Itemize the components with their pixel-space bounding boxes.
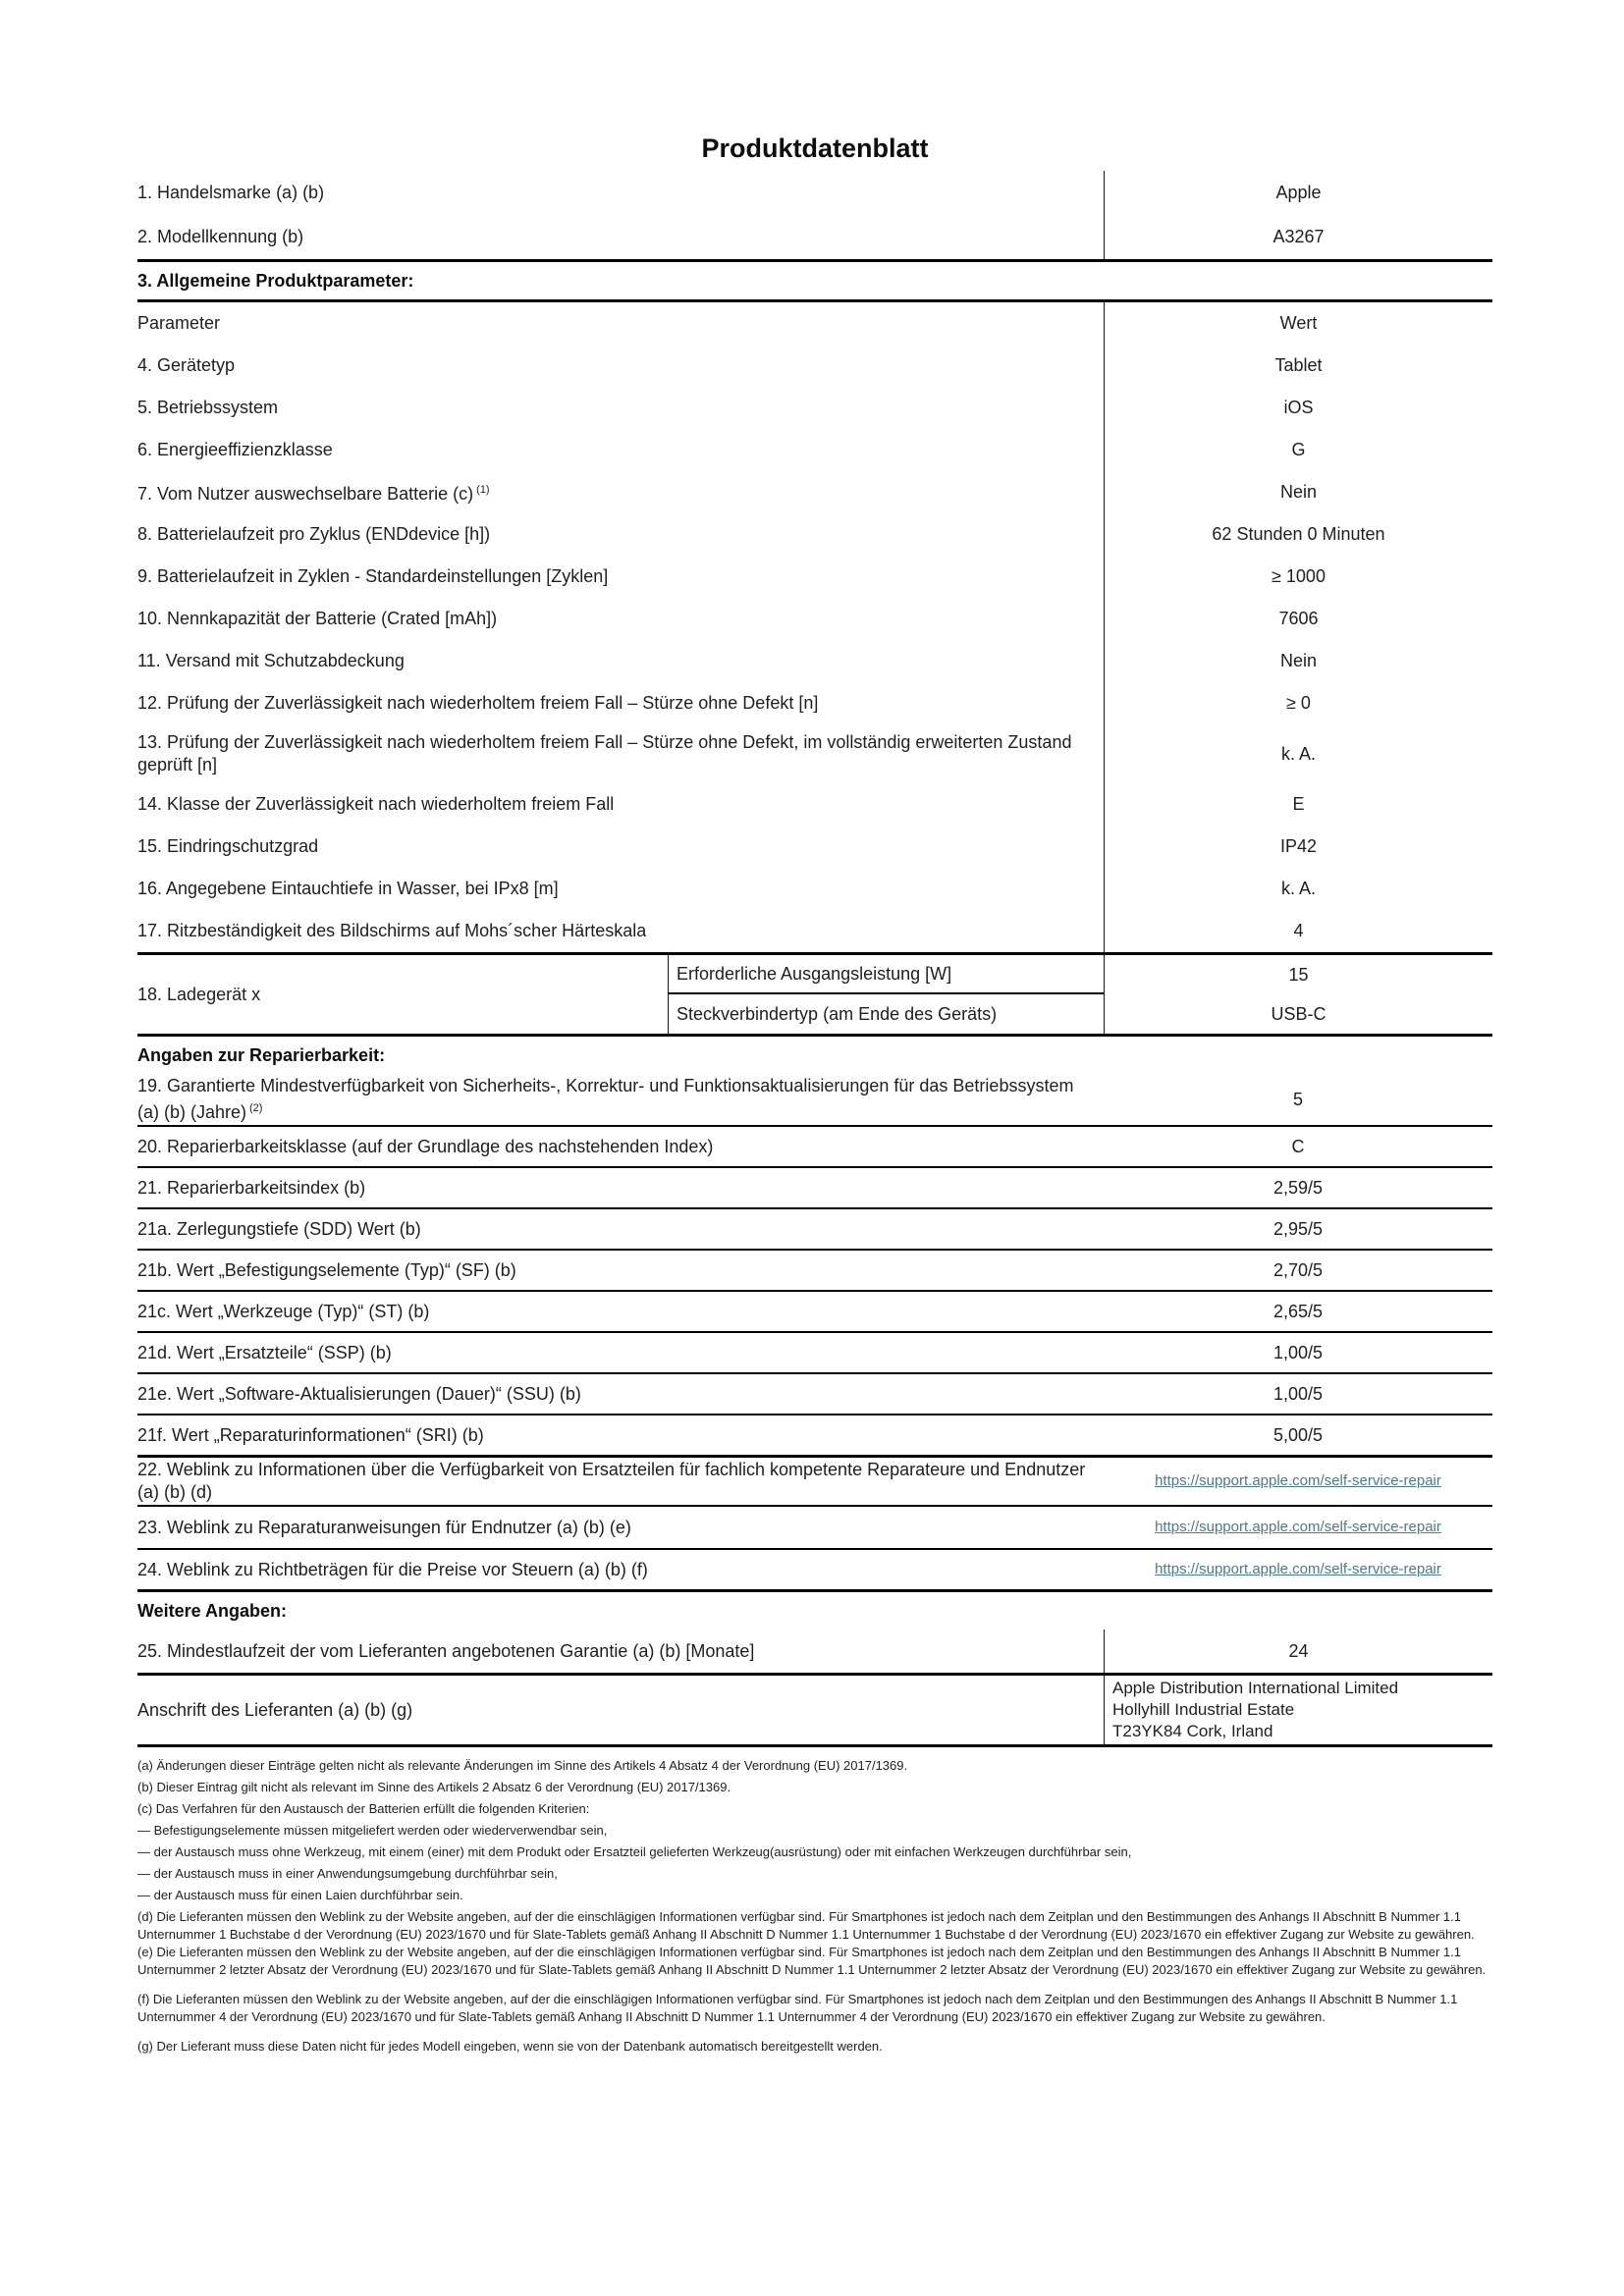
footnote-b: (b) Dieser Eintrag gilt nicht als relevant im Sinne des Artikels 2 Absatz 6 der Verordnung (EU) 2017/1369. [137, 1780, 731, 1794]
row-label: 13. Prüfung der Zuverlässigkeit nach wiederholtem freiem Fall – Stürze ohne Defekt, im vollständig erweiterten Zustand geprüft [n] [137, 732, 1072, 774]
row-value: 4 [1104, 910, 1492, 952]
table-row [137, 1251, 1492, 1290]
column-header-parameter: Parameter [137, 313, 221, 333]
row-value: 7606 [1104, 598, 1492, 640]
row-value: 24 [1104, 1629, 1492, 1673]
row-label: 9. Batterielaufzeit in Zyklen - Standardeinstellungen [Zyklen] [137, 566, 609, 586]
row-label: 21f. Wert „Reparaturinformationen“ (SRI) (b) [137, 1424, 484, 1445]
row-value: 2,95/5 [1272, 1218, 1324, 1239]
row-label: 21b. Wert „Befestigungselemente (Typ)“ (SF) (b) [137, 1259, 516, 1280]
table-row [137, 826, 1492, 868]
row-value [1104, 1507, 1492, 1548]
table-row [137, 1333, 1492, 1372]
table-row [668, 955, 1492, 994]
row-label: 8. Batterielaufzeit pro Zyklus (ENDdevice [h]) [137, 524, 491, 544]
footnote-c-criterion: — der Austausch muss in einer Anwendungsumgebung durchführbar sein, [137, 1866, 558, 1881]
subrow-value: 15 [1104, 955, 1492, 994]
footnote-superscript: (1) [476, 484, 490, 496]
support-link[interactable]: https://support.apple.com/self-service-repair [1155, 1561, 1441, 1577]
table-row [137, 1374, 1492, 1414]
general-parameters-table [137, 302, 1492, 952]
row-label: 11. Versand mit Schutzabdeckung [137, 651, 405, 670]
footnote-e: (e) Die Lieferanten müssen den Weblink zu der Website angeben, auf der die einschlägigen Informationen verfügbar sind. Für Smartphones ist jedoch nach dem Zeitplan und den Bestimmungen des Anhangs II Abschnitt B Nummer 1.1 Unternummer 2 letzter Absatz der Verordnung (EU) 2023/1670 und für Slate-Tablets gemäß Anhang II Abschnitt D Nummer 1.1 Unternummer 2 letzter Absatz der Verordnung (EU) 2023/1670 ein effektiver Zugang zur Website zu gewähren. [137, 1945, 1487, 1977]
footnote-f: (f) Die Lieferanten müssen den Weblink zu der Website angeben, auf der die einschlägigen Informationen verfügbar sind. Für Smartphones ist jedoch nach dem Zeitplan und den Bestimmungen des Anhangs II Abschnitt B Nummer 1.1 Unternummer 4 der Verordnung (EU) 2023/1670 und für Slate-Tablets gemäß Anhang II Abschnitt D Nummer 1.1 Unternummer 4 der Verordnung (EU) 2023/1670 ein effektiver Zugang zur Website zu gewähren. [137, 1992, 1458, 2024]
row-label: 19. Garantierte Mindestverfügbarkeit von Sicherheits-, Korrektur- und Funktionsaktualisierungen für das Betriebssystem (a) (b) (Jahre) $^{(2)}$ [137, 1076, 1074, 1122]
row-value: 5 [1292, 1089, 1303, 1109]
row-label: 17. Ritzbeständigkeit des Bildschirms auf Mohs´scher Härteskala [137, 921, 647, 940]
row-value: 62 Stunden 0 Minuten [1104, 513, 1492, 556]
row-value: Tablet [1104, 345, 1492, 387]
support-link[interactable]: https://support.apple.com/self-service-repair [1155, 1519, 1441, 1535]
row-label: 14. Klasse der Zuverlässigkeit nach wiederholtem freiem Fall [137, 794, 615, 814]
row-value: Nein [1104, 640, 1492, 682]
row-label: 18. Ladegerät x [137, 984, 261, 1004]
footnote-d: (d) Die Lieferanten müssen den Weblink zu der Website angeben, auf der die einschlägigen Informationen verfügbar sind. Für Smartphones ist jedoch nach dem Zeitplan und den Bestimmungen des Anhangs II Abschnitt B Nummer 1.1 Unternummer 1 Buchstabe d der Verordnung (EU) 2023/1670 und für Slate-Tablets gemäß Anhang II Abschnitt D Nummer 1.1 Unternummer 1 Buchstabe d der Verordnung (EU) 2023/1670 ein effektiver Zugang zur Website zu gewähren. [137, 1909, 1475, 1942]
support-link[interactable]: https://support.apple.com/self-service-repair [1155, 1472, 1441, 1489]
subrow-label: Erforderliche Ausgangsleistung [W] [668, 955, 1104, 994]
table-row [137, 640, 1492, 682]
charger-table [137, 955, 1492, 1034]
supplier-address-line: Apple Distribution International Limited [1112, 1679, 1399, 1697]
table-row [137, 910, 1492, 952]
row-label: 21d. Wert „Ersatzteile“ (SSP) (b) [137, 1342, 392, 1362]
row-label: 21c. Wert „Werkzeuge (Typ)“ (ST) (b) [137, 1301, 430, 1321]
identification-table [137, 171, 1492, 259]
row-label: 2. Modellkennung (b) [137, 227, 304, 246]
row-value: 2,70/5 [1272, 1259, 1324, 1280]
row-label: 22. Weblink zu Informationen über die Verfügbarkeit von Ersatzteilen für fachlich kompetente Reparateure und Endnutzer (a) (b) (d) [137, 1460, 1086, 1502]
row-value: A3267 [1104, 215, 1492, 259]
footnote-c-criterion: — der Austausch muss ohne Werkzeug, mit einem (einer) mit dem Produkt oder Ersatzteil gelieferten Werkzeug(ausrüstung) oder mit einfachen Werkzeugen durchführbar sein, [137, 1844, 1132, 1859]
row-label: 10. Nennkapazität der Batterie (Crated [mAh]) [137, 609, 498, 628]
table-row [137, 1629, 1492, 1673]
table-row [137, 429, 1492, 471]
row-value: Nein [1104, 471, 1492, 513]
row-value [1104, 1550, 1492, 1589]
row-value: 2,65/5 [1272, 1301, 1324, 1321]
row-label: 1. Handelsmarke (a) (b) [137, 183, 325, 202]
row-value: 1,00/5 [1272, 1383, 1324, 1404]
row-label: 5. Betriebssystem [137, 398, 279, 417]
table-row [137, 171, 1492, 215]
subrow-label: Steckverbindertyp (am Ende des Geräts) [668, 994, 1104, 1034]
table-row [137, 868, 1492, 910]
row-label: 21. Reparierbarkeitsindex (b) [137, 1177, 366, 1198]
row-value: 5,00/5 [1272, 1424, 1324, 1445]
row-label: 20. Reparierbarkeitsklasse (auf der Grundlage des nachstehenden Index) [137, 1136, 714, 1156]
row-value: IP42 [1104, 826, 1492, 868]
row-value: G [1104, 429, 1492, 471]
row-value: ≥ 0 [1104, 682, 1492, 724]
footnote-c-criterion: — der Austausch muss für einen Laien durchführbar sein. [137, 1888, 463, 1902]
supplier-address-line: Hollyhill Industrial Estate [1112, 1700, 1295, 1719]
page-title: Produktdatenblatt [701, 133, 929, 163]
row-label: 23. Weblink zu Reparaturanweisungen für Endnutzer (a) (b) (e) [137, 1517, 631, 1537]
table-row [137, 724, 1492, 783]
table-row [137, 345, 1492, 387]
row-label: 15. Eindringschutzgrad [137, 836, 319, 856]
row-value: E [1104, 783, 1492, 826]
row-label: Anschrift des Lieferanten (a) (b) (g) [137, 1699, 413, 1720]
row-value: k. A. [1104, 868, 1492, 910]
row-label: 6. Energieeffizienzklasse [137, 440, 333, 459]
column-header-wert: Wert [1104, 302, 1492, 345]
table-row [137, 1127, 1492, 1166]
footnote-c-criterion: — Befestigungselemente müssen mitgeliefert werden oder wiederverwendbar sein, [137, 1823, 608, 1838]
supplier-address [1104, 1676, 1492, 1744]
row-value: 2,59/5 [1272, 1177, 1324, 1198]
row-value: 1,00/5 [1272, 1342, 1324, 1362]
row-label: 21a. Zerlegungstiefe (SDD) Wert (b) [137, 1218, 421, 1239]
table-row [137, 1458, 1492, 1505]
footnote-g: (g) Der Lieferant muss diese Daten nicht für jedes Modell eingeben, wenn sie von der Datenbank automatisch bereitgestellt werden. [137, 2039, 883, 2054]
table-row [137, 471, 1492, 513]
table-row [137, 1074, 1492, 1125]
row-label: 7. Vom Nutzer auswechselbare Batterie (c) $^{(1)}$ [137, 484, 490, 504]
table-row [137, 1676, 1492, 1744]
section-heading-more: Weitere Angaben: [137, 1600, 288, 1621]
footnote-superscript: (2) [249, 1102, 263, 1114]
row-label: 16. Angegebene Eintauchtiefe in Wasser, bei IPx8 [m] [137, 879, 559, 898]
table-row [668, 994, 1492, 1034]
table-row [137, 1209, 1492, 1249]
row-label: 21e. Wert „Software-Aktualisierungen (Dauer)“ (SSU) (b) [137, 1383, 581, 1404]
footnotes [137, 1747, 1492, 2056]
table-row [137, 598, 1492, 640]
table-row [137, 1507, 1492, 1548]
footnote-a: (a) Änderungen dieser Einträge gelten nicht als relevante Änderungen im Sinne des Artikels 4 Absatz 4 der Verordnung (EU) 2017/1369. [137, 1758, 908, 1773]
supplier-address-line: T23YK84 Cork, Irland [1112, 1722, 1273, 1740]
table-row [137, 556, 1492, 598]
table-row [137, 682, 1492, 724]
row-value: Apple [1104, 171, 1492, 215]
section-heading-general: 3. Allgemeine Produktparameter: [137, 270, 414, 291]
charger-subrows [668, 955, 1492, 1034]
table-row [137, 1550, 1492, 1589]
row-value: ≥ 1000 [1104, 556, 1492, 598]
table-row [137, 1292, 1492, 1331]
table-row [137, 513, 1492, 556]
row-value [1104, 1458, 1492, 1505]
row-label: 4. Gerätetyp [137, 355, 236, 375]
table-row [137, 1168, 1492, 1207]
row-value: iOS [1104, 387, 1492, 429]
table-row [137, 215, 1492, 259]
table-row [137, 783, 1492, 826]
row-label: 24. Weblink zu Richtbeträgen für die Preise vor Steuern (a) (b) (f) [137, 1559, 648, 1579]
table-row [137, 387, 1492, 429]
row-label: 25. Mindestlaufzeit der vom Lieferanten angebotenen Garantie (a) (b) [Monate] [137, 1640, 755, 1661]
table-header-row [137, 302, 1492, 345]
row-label: 12. Prüfung der Zuverlässigkeit nach wiederholtem freiem Fall – Stürze ohne Defekt [n] [137, 693, 819, 713]
row-value: C [1291, 1136, 1305, 1156]
section-heading-repairability: Angaben zur Reparierbarkeit: [137, 1044, 386, 1065]
subrow-value: USB-C [1104, 994, 1492, 1034]
table-row [137, 1415, 1492, 1455]
document-content [137, 0, 1492, 2056]
row-value: k. A. [1104, 724, 1492, 783]
footnote-c: (c) Das Verfahren für den Austausch der Batterien erfüllt die folgenden Kriterien: [137, 1801, 590, 1816]
